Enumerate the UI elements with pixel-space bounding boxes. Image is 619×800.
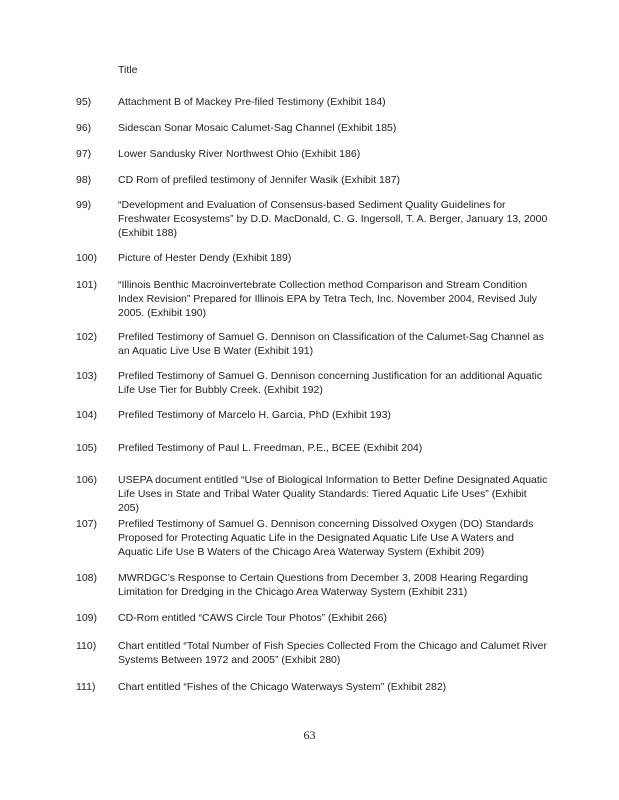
item-text: Prefiled Testimony of Samuel G. Dennison on Classification of the Calumet-Sag Channel as an Aquatic Live Use B Water (Exhibit 191) xyxy=(118,331,544,357)
item-number: 98) xyxy=(76,174,92,186)
page-number: 63 xyxy=(303,728,316,742)
item-text: Attachment B of Mackey Pre-filed Testimony (Exhibit 184) xyxy=(118,96,386,108)
item-number: 101) xyxy=(76,279,98,291)
item-text: Prefiled Testimony of Samuel G. Dennison concerning Justification for an additional Aquatic Life Use Tier for Bubbly Creek. (Exhibit 192) xyxy=(118,370,543,396)
item-text: “Illinois Benthic Macroinvertebrate Collection method Comparison and Stream Condition Index Revision” Prepared for Illinois EPA by Tetra Tech, Inc. November 2004, Revised July 2005. (Exhibit 190) xyxy=(118,279,538,319)
item-number: 109) xyxy=(76,612,98,624)
item-number: 111) xyxy=(76,681,96,693)
item-number: 104) xyxy=(76,409,98,421)
item-text: Picture of Hester Dendy (Exhibit 189) xyxy=(118,252,292,264)
item-text: CD-Rom entitled “CAWS Circle Tour Photos” (Exhibit 266) xyxy=(118,612,388,624)
item-text: “Development and Evaluation of Consensus-based Sediment Quality Guidelines for Freshwater Ecosystems” by D.D. MacDonald, C. G. Ingersoll, T. A. Berger, January 13, 2000 (Exhibit 188) xyxy=(118,199,548,239)
item-text: Prefiled Testimony of Marcelo H. Garcia, PhD (Exhibit 193) xyxy=(118,409,391,421)
item-number: 99) xyxy=(76,199,92,211)
item-number: 95) xyxy=(76,96,92,108)
item-text: Chart entitled “Total Number of Fish Species Collected From the Chicago and Calumet River Systems Between 1972 and 2005” (Exhibit 280) xyxy=(118,640,547,666)
item-text: MWRDGC’s Response to Certain Questions from December 3, 2008 Hearing Regarding Limitation for Dredging in the Chicago Area Waterway System (Exhibit 231) xyxy=(118,572,529,598)
item-text: Prefiled Testimony of Samuel G. Dennison concerning Dissolved Oxygen (DO) Standards Proposed for Protecting Aquatic Life in the Designated Aquatic Life Use A Waters and Aquatic Life Use B Waters of the Chicago Area Waterway System (Exhibit 209) xyxy=(118,518,534,558)
item-text: USEPA document entitled “Use of Biological Information to Better Define Designated Aquatic Life Uses in State and Tribal Water Quality Standards: Tiered Aquatic Life Uses” (Exhibit 205) xyxy=(118,474,548,514)
item-number: 107) xyxy=(76,518,98,530)
item-number: 96) xyxy=(76,122,92,134)
item-number: 97) xyxy=(76,148,92,160)
item-text: Sidescan Sonar Mosaic Calumet-Sag Channel (Exhibit 185) xyxy=(118,122,397,134)
item-number: 106) xyxy=(76,474,98,486)
column-title: Title xyxy=(118,64,138,76)
item-text: Lower Sandusky River Northwest Ohio (Exhibit 186) xyxy=(118,148,361,160)
item-number: 103) xyxy=(76,370,98,382)
item-number: 105) xyxy=(76,442,98,454)
item-number: 110) xyxy=(76,640,97,652)
item-text: Prefiled Testimony of Paul L. Freedman, P.E., BCEE (Exhibit 204) xyxy=(118,442,423,454)
item-number: 100) xyxy=(76,252,98,264)
item-text: CD Rom of prefiled testimony of Jennifer Wasik (Exhibit 187) xyxy=(118,174,401,186)
item-text: Chart entitled “Fishes of the Chicago Waterways System” (Exhibit 282) xyxy=(118,681,447,693)
item-number: 108) xyxy=(76,572,98,584)
item-number: 102) xyxy=(76,331,98,343)
